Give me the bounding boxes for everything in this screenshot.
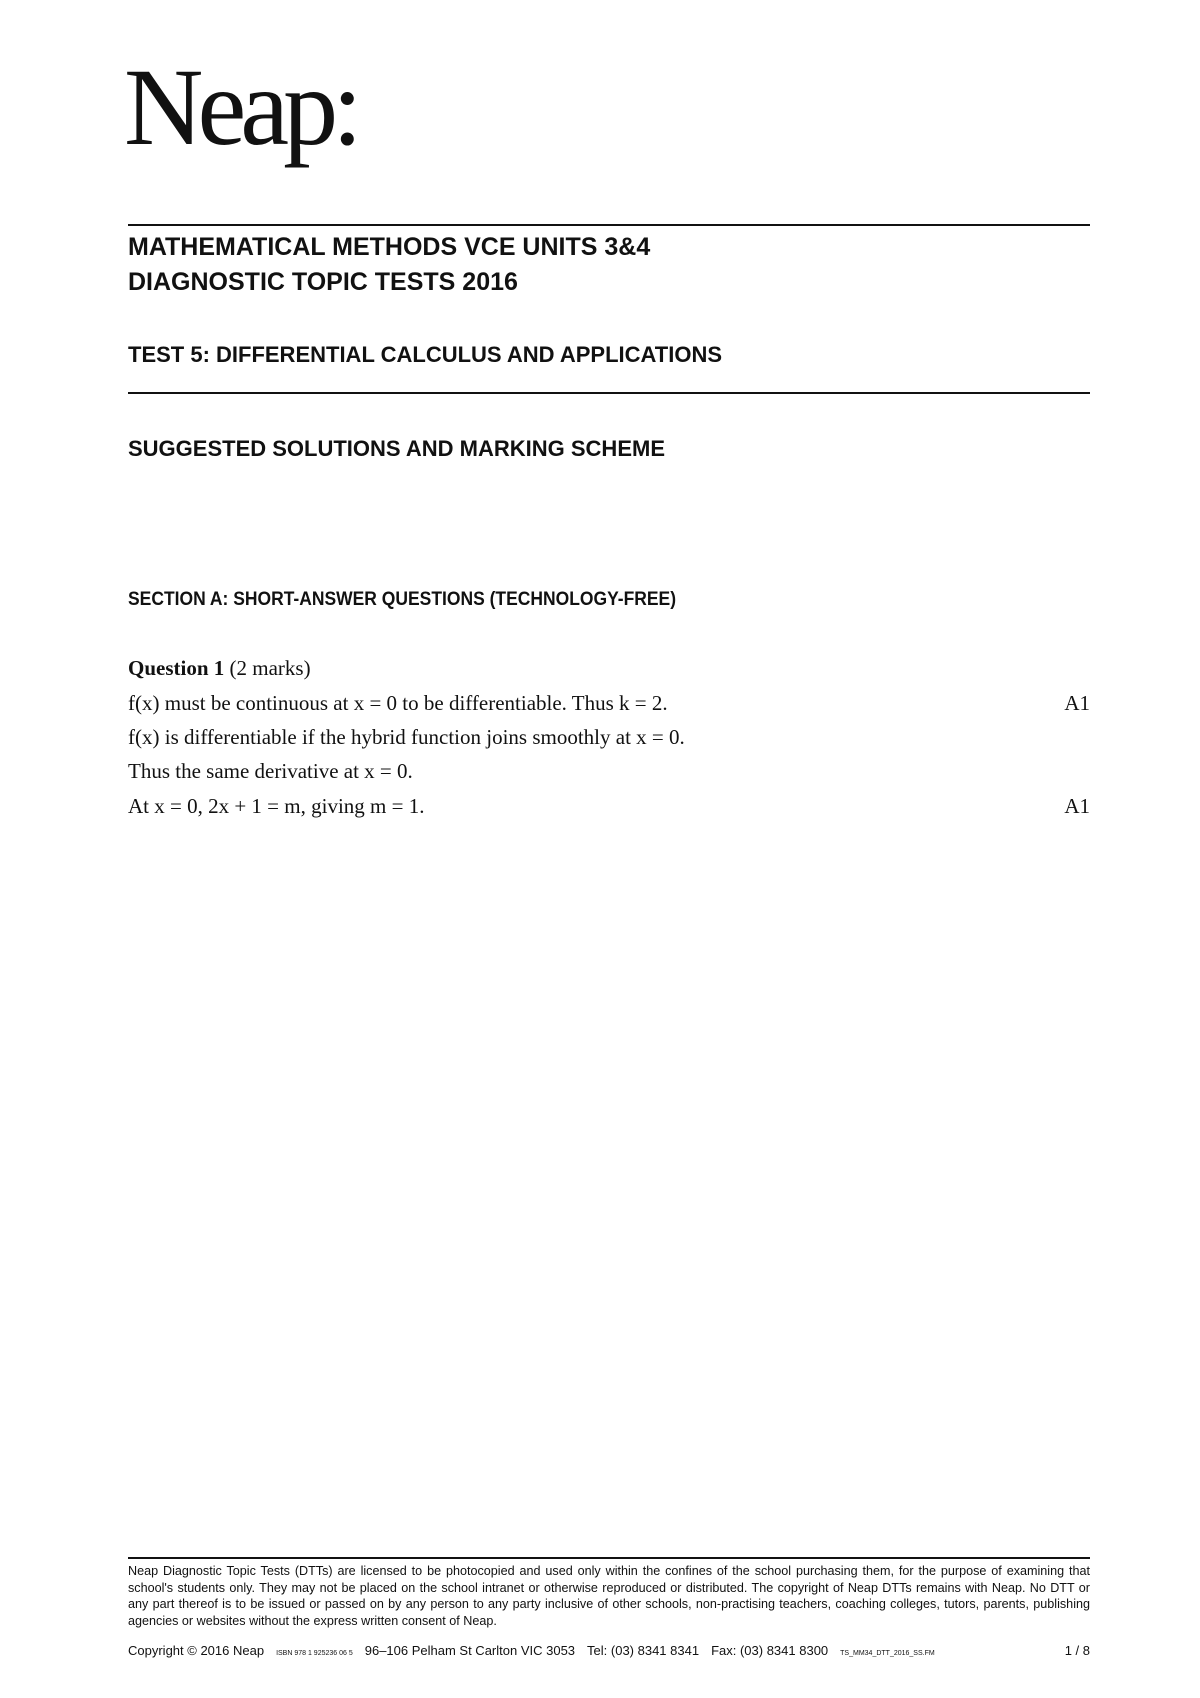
test-title: TEST 5: DIFFERENTIAL CALCULUS AND APPLICATIONS <box>128 342 722 367</box>
licence-notice: Neap Diagnostic Topic Tests (DTTs) are licensed to be photocopied and used only within the confines of the school purchasing them, for the purpose of examining that school's students only. They may not be placed on the school intranet or otherwise reproduced or distributed. The copyright of Neap DTTs remains with Neap. No DTT or any part thereof is to be issued or passed on by any person to any party inclusive of other schools, non-practising teachers, coaching colleges, tutors, parents, publishing agencies or websites without the express written consent of Neap. <box>128 1564 1090 1628</box>
question-label: Question 1 <box>128 656 225 680</box>
top-divider <box>128 224 1090 226</box>
isbn-text: ISBN 978 1 925236 06 5 <box>276 1650 353 1657</box>
mid-divider <box>128 392 1090 394</box>
telephone-text: Tel: (03) 8341 8341 <box>587 1643 700 1658</box>
fax-text: Fax: (03) 8341 8300 <box>711 1643 829 1658</box>
neap-logo: Neap: <box>124 46 357 168</box>
document-subtitle: SUGGESTED SOLUTIONS AND MARKING SCHEME <box>128 436 665 461</box>
solution-line <box>128 796 1090 817</box>
mark-label: A1 <box>1064 794 1090 818</box>
question-title <box>128 656 311 681</box>
section-heading: SECTION A: SHORT-ANSWER QUESTIONS (TECHNOLOGY-FREE) <box>128 589 677 610</box>
document-code: TS_MM34_DTT_2016_SS.FM <box>840 1650 935 1657</box>
solution-text: At x = 0, 2x + 1 = m, giving m = 1. <box>128 794 425 818</box>
address-text: 96–106 Pelham St Carlton VIC 3053 <box>364 1643 576 1658</box>
footer-bar <box>128 1643 1090 1658</box>
mark-label: A1 <box>1064 691 1090 715</box>
document-title-line1: MATHEMATICAL METHODS VCE UNITS 3&4 <box>128 233 651 261</box>
solution-text: f(x) must be continuous at x = 0 to be differentiable. Thus k = 2. <box>128 691 668 715</box>
solution-text: f(x) is differentiable if the hybrid function joins smoothly at x = 0. <box>128 725 685 749</box>
solution-line <box>128 761 1090 782</box>
solution-text: Thus the same derivative at x = 0. <box>128 759 413 783</box>
question-marks: (2 marks) <box>229 656 311 680</box>
footer-divider <box>128 1557 1090 1559</box>
solution-line <box>128 693 1090 714</box>
page-number: 1 / 8 <box>1064 1643 1090 1658</box>
document-title-line2: DIAGNOSTIC TOPIC TESTS 2016 <box>128 268 518 296</box>
copyright-text: Copyright © 2016 Neap <box>128 1643 265 1658</box>
solution-line <box>128 727 1090 748</box>
